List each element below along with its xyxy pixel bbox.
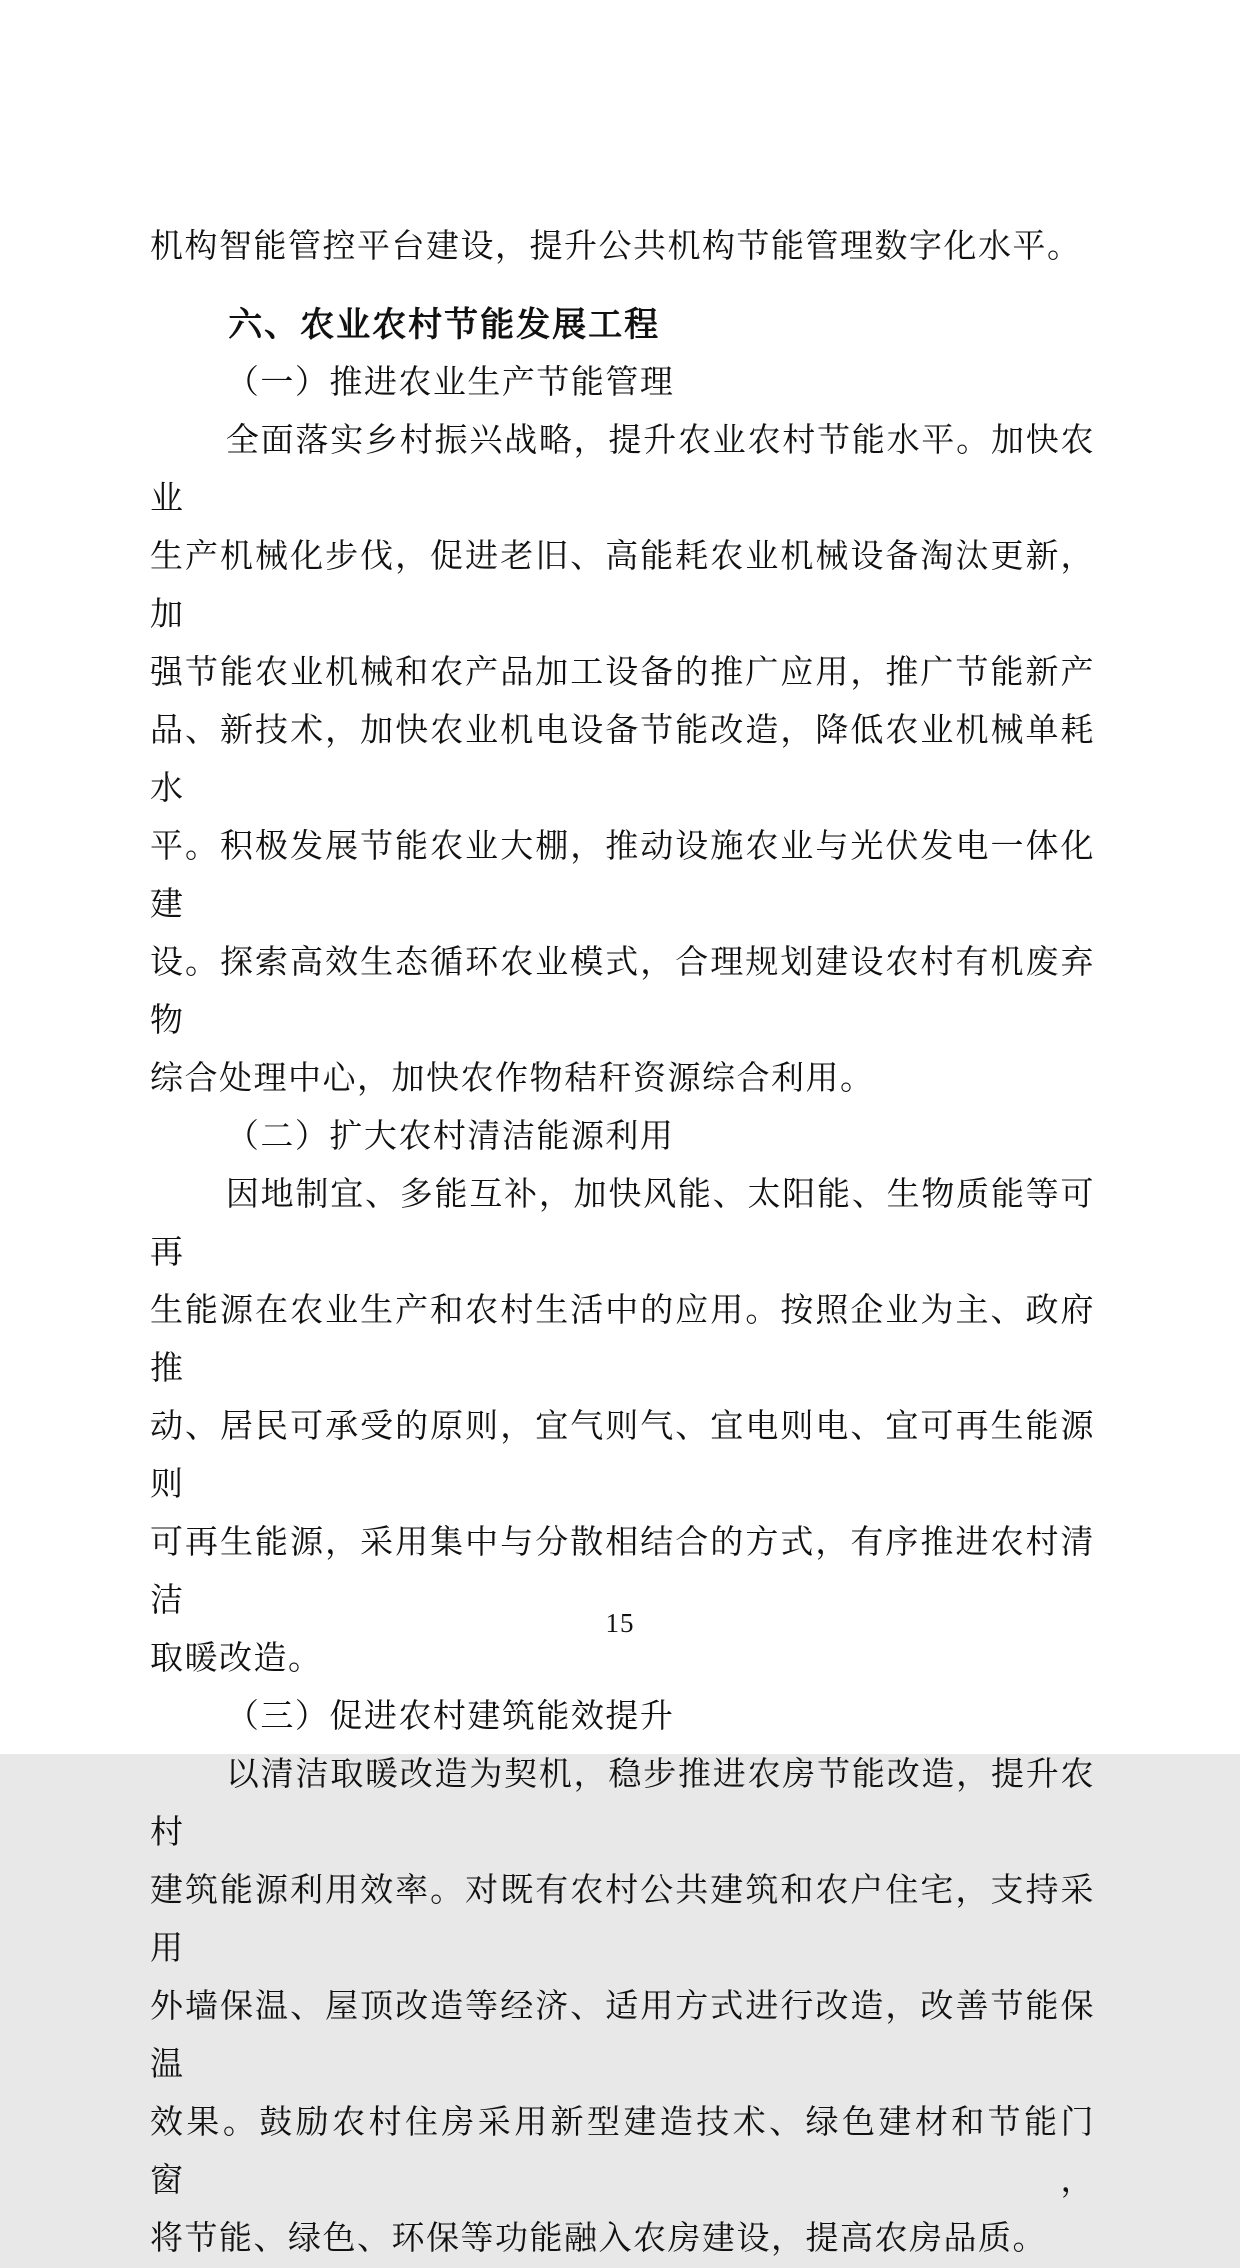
section-3-line: 建筑能源利用效率。对既有农村公共建筑和农户住宅，支持采用 xyxy=(150,1873,1095,1967)
section-2-line: 取暖改造。 xyxy=(150,1641,323,1677)
section-1-line: 全面落实乡村振兴战略，提升农业农村节能水平。加快农业 xyxy=(150,423,1095,517)
document-body xyxy=(150,218,1095,2268)
section-2-line: 动、居民可承受的原则，宜气则气、宜电则电、宜可再生能源则 xyxy=(150,1409,1095,1503)
section-1-line: 设。探索高效生态循环农业模式，合理规划建设农村有机废弃物 xyxy=(150,945,1095,1039)
section-3-line: 以清洁取暖改造为契机，稳步推进农房节能改造，提升农村 xyxy=(150,1757,1095,1851)
section-3-line: 将节能、绿色、环保等功能融入农房建设，提高农房品质。 xyxy=(150,2221,1047,2257)
section-1-heading: （一）推进农业生产节能管理 xyxy=(225,365,675,401)
chapter-heading: 六、农业农村节能发展工程 xyxy=(228,306,661,344)
section-3-line: 效果。鼓励农村住房采用新型建造技术、绿色建材和节能门窗， xyxy=(150,2105,1095,2199)
intro-paragraph-line: 机构智能管控平台建设，提升公共机构节能管理数字化水平。 xyxy=(150,229,1082,265)
section-3-line: 外墙保温、屋顶改造等经济、适用方式进行改造，改善节能保温 xyxy=(150,1989,1095,2083)
section-1-line: 强节能农业机械和农产品加工设备的推广应用，推广节能新产 xyxy=(150,655,1095,691)
section-1-line: 品、新技术，加快农业机电设备节能改造，降低农业机械单耗水 xyxy=(150,713,1095,807)
section-2-line: 可再生能源，采用集中与分散相结合的方式，有序推进农村清洁 xyxy=(150,1525,1095,1619)
section-1-line: 平。积极发展节能农业大棚，推动设施农业与光伏发电一体化建 xyxy=(150,829,1095,923)
section-2-line: 生能源在农业生产和农村生活中的应用。按照企业为主、政府推 xyxy=(150,1293,1095,1387)
section-1-line: 综合处理中心，加快农作物秸秆资源综合利用。 xyxy=(150,1061,875,1097)
section-3-heading: （三）促进农村建筑能效提升 xyxy=(225,1699,675,1735)
section-2-line: 因地制宜、多能互补，加快风能、太阳能、生物质能等可再 xyxy=(150,1177,1095,1271)
section-1-line: 生产机械化步伐，促进老旧、高能耗农业机械设备淘汰更新，加 xyxy=(150,539,1095,633)
section-2-heading: （二）扩大农村清洁能源利用 xyxy=(225,1119,675,1155)
page-number: 15 xyxy=(605,1608,635,1638)
